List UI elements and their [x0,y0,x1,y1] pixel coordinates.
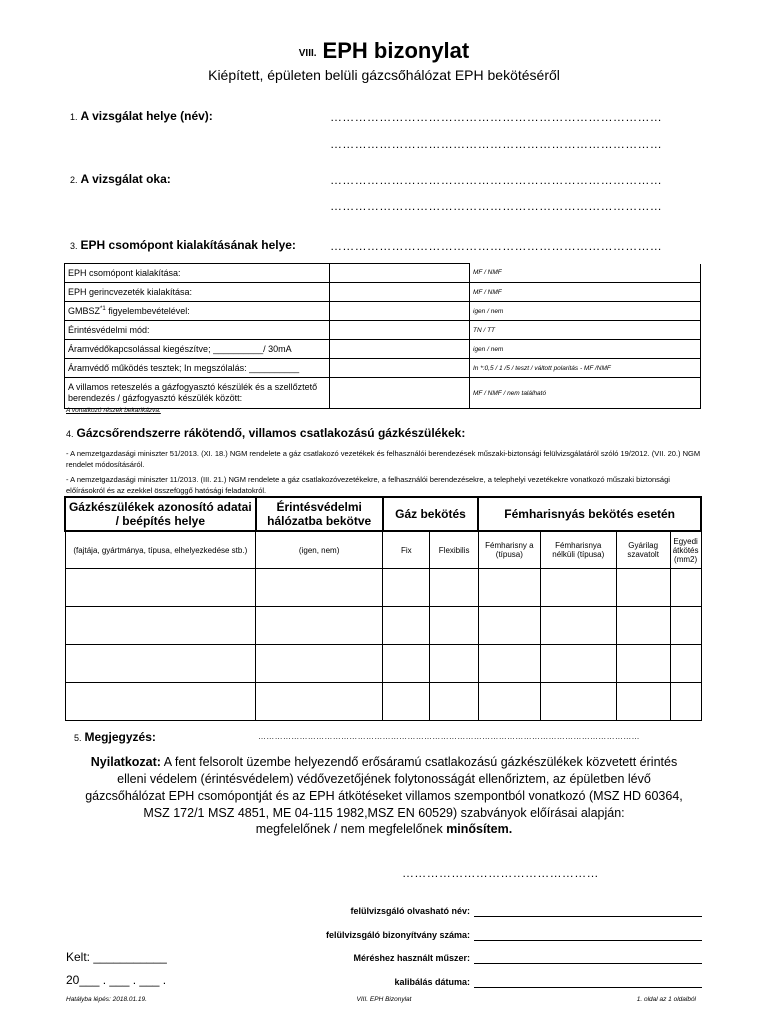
sub-factory-guaranteed: Gyárilag szavatolt [616,531,670,569]
instrument-label: Méréshez használt műszer: [353,953,470,963]
declaration [76,754,692,822]
calibration-label: kalibálás dátuma: [394,977,470,987]
check-label: GMBSZ$^{*1}$ figyelembevételével: [65,302,330,321]
check-options[interactable]: TN / TT [470,321,701,340]
document-title [0,38,768,64]
regulation-1: - A nemzetgazdasági miniszter 51/2013. (XI. 18.) NGM rendelete a gáz csatlakozó vezetékek és felhasználói berendezések műszaki-biztonsági felülvizsgálatáról szóló 19/2012. (VII. 20.) NGM rendelet módosításáról. [66,449,701,469]
sub-yes-no: (igen, nem) [256,531,383,569]
check-label: A villamos reteszelés a gázfogyasztó készülék és a szellőztető berendezés / gázfogyasztó készülék között: [65,378,330,409]
location-field-line-2[interactable]: ……………………………………………………………………… [330,137,662,151]
inspector-cert-field[interactable] [474,940,702,941]
declaration-text: A fent felsorolt üzembe helyezendő erősáramú csatlakozású gázkészülékek közvetett érintés elleni védelem (érintésvédelem) védővezetőjének folytonosságát ellenőriztem, az épületben lévő gázcsőhálózat EPH csomópontját és az EPH átkötéseket villamos szempontból vonatkozó (MSZ HD 60364, MSZ 172/1 MSZ 4851, ME 04-115 1982,MSZ EN 60529) szabványok előírásai alapján: [85,755,683,820]
check-value-cell[interactable] [330,321,470,340]
check-label: EPH csomópont kialakítása: [65,264,330,283]
check-value-cell[interactable] [330,302,470,321]
sub-non-braided-type: Fémharisnya nélküli (típusa) [540,531,616,569]
device-table-subheader [65,531,701,569]
footer-doc-name: VIII. EPH Bizonylat [356,996,412,1003]
check-row [65,264,701,283]
check-value-cell[interactable] [330,264,470,283]
footer-effective-date: Hatályba lépés: 2018.01.19. [66,996,147,1003]
check-value-cell[interactable] [330,340,470,359]
inspector-cert-label: felülvizsgáló bizonyítvány száma: [325,930,470,940]
title-text: EPH bizonylat [322,38,470,63]
check-options[interactable]: MF / NMF [470,264,701,283]
table-row [65,569,701,607]
title-number: VIII. [298,48,317,60]
sub-flexible: Flexibilis [430,531,478,569]
footer-page-number: 1. oldal az 1 oldalból [636,996,696,1003]
sub-fix: Fix [383,531,430,569]
inspector-name-field[interactable] [474,916,702,917]
check-table-note: A vonatkozó részek bekarikázva. [66,407,161,414]
sub-braided-type: Fémharisny a (típusa) [478,531,540,569]
section-2-label: 2. A vizsgálat oka: [70,172,171,186]
declaration-result: megfelelőnek / nem megfelelőnek minősítem. [255,822,513,836]
declaration-label: Nyilatkozat: [90,755,161,769]
instrument-field[interactable] [474,963,702,964]
section-5-label: 5. Megjegyzés: [74,730,156,744]
check-options[interactable]: igen / nem [470,302,701,321]
col-protection: Érintésvédelmi hálózatba bekötve [256,497,383,531]
check-options[interactable]: MF / NMF / nem található [470,378,701,409]
check-row [65,340,701,359]
sub-individual-bridge: Egyedi átkötés (mm2) [670,531,701,569]
remark-field[interactable]: ………………………………………………………………………………………………………………………… [258,732,640,741]
check-row [65,302,701,321]
device-table-header [65,497,701,531]
check-options[interactable]: In *:0,5 / 1 /5 / teszt / váltott polaritás - MF /NMF [470,359,701,378]
section-3-label: 3. EPH csomópont kialakításának helye: [70,238,296,252]
col-gas-connection: Gáz bekötés [383,497,479,531]
inspector-name-label: felülvizsgáló olvasható név: [350,906,470,916]
reason-field-line-1[interactable]: ……………………………………………………………………… [330,173,662,187]
table-row [65,607,701,645]
date-field[interactable]: 20___ . ___ . ___ . [66,973,167,987]
check-options[interactable]: igen / nem [470,340,701,359]
check-value-cell[interactable] [330,378,470,409]
location-field-line-1[interactable]: ……………………………………………………………………… [330,110,662,124]
check-value-cell[interactable] [330,359,470,378]
check-row [65,283,701,302]
document-subtitle: Kiépített, épületen belüli gázcsőhálózat EPH bekötéséről [208,67,560,83]
regulation-2: - A nemzetgazdasági miniszter 11/2013. (III. 21.) NGM rendelete a gáz csatlakozóvezetékekre, a felhasználói berendezésekre, a telephelyi vezetékekre vonatkozó műszaki biztonsági előírásokról és az ezekkel összefüggő hatósági feladatokról. [66,475,670,495]
check-label: Áramvédőkapcsolással kiegészítve; __________/ 30mA [65,340,330,359]
check-label: Áramvédő működés tesztek; In megszólalás: __________ [65,359,330,378]
table-row [65,683,701,721]
sub-device-type: (fajtája, gyártmánya, típusa, elhelyezkedése stb.) [65,531,256,569]
check-options[interactable]: MF / NMF [470,283,701,302]
check-label: EPH gerincvezeték kialakítása: [65,283,330,302]
check-label: Érintésvédelmi mód: [65,321,330,340]
check-row [65,321,701,340]
col-device-id: Gázkészülékek azonosító adatai / beépítés helye [65,497,256,531]
check-row [65,359,701,378]
calibration-field[interactable] [474,987,702,988]
reason-field-line-2[interactable]: ……………………………………………………………………… [330,199,662,213]
eph-check-table [64,263,701,409]
check-row [65,378,701,409]
eph-location-field[interactable]: ……………………………………………………………………… [330,239,662,253]
col-braided-connection: Fémharisnyás bekötés esetén [478,497,701,531]
signature-field[interactable]: ………………………………………… [402,866,599,880]
dated-label[interactable]: Kelt: ___________ [66,950,167,964]
section-1-label: 1. A vizsgálat helye (név): [70,109,213,123]
section-4-label: 4. Gázcsőrendszerre rákötendő, villamos csatlakozású gázkészülékek: [66,426,466,440]
device-table [64,496,702,721]
check-value-cell[interactable] [330,283,470,302]
table-row [65,645,701,683]
